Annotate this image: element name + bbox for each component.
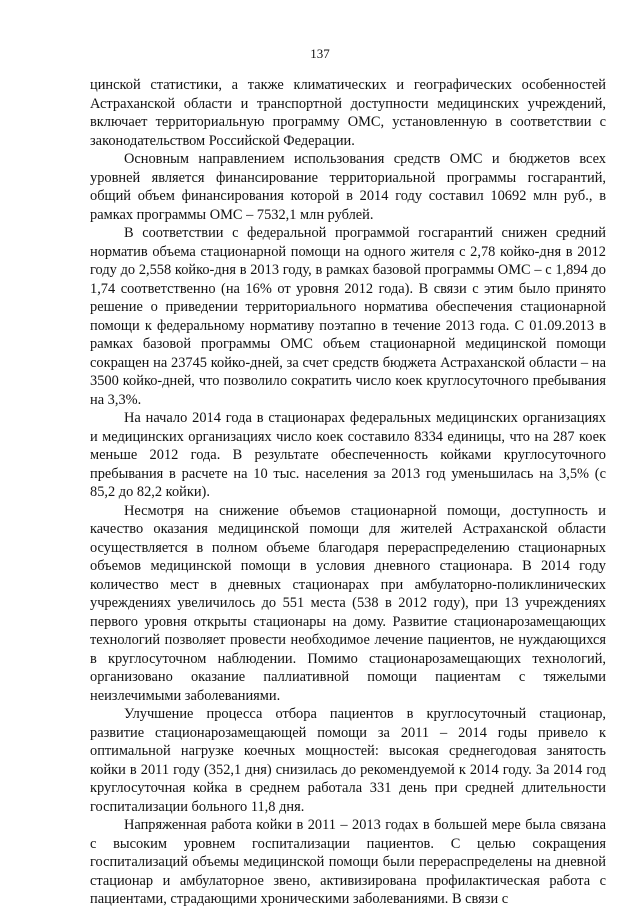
paragraph-financing: Основным направлением использования средств ОМС и бюджетов всех уровней является финансирование территориальной программы госгарантий, общий объем финансирования которой в 2014 году составил 10692 млн руб., в рамках программы ОМС – 7532,1 млн рублей. xyxy=(90,151,606,223)
paragraph-bed-count: На начало 2014 года в стационарах федеральных медицинских организациях и медицинских организациях число коек составило 8334 единицы, что на 287 коек меньше 2012 года. В результате обеспеченность койками круглосуточного пребывания в расчете на 10 тыс. населения за 2013 год уменьшилась на 3,5% (с 85,2 до 82,2 койки). xyxy=(90,410,606,500)
body-text xyxy=(90,76,606,909)
paragraph-day-hospital: Несмотря на снижение объемов стационарной помощи, доступность и качество оказания медицинской помощи для жителей Астраханской области осуществляется в полном объеме благодаря перераспределению стационарных объемов медицинской помощи в условия дневного стационара. В 2014 году количество мест в дневных стационарах при амбулаторно-поликлинических учреждениях увеличилось до 551 места (538 в 2012 году), при 13 учреждениях первого уровня открыты стационары на дому. Развитие стационарозамещающих технологий позволяет провести необходимое лечение пациентов, не нуждающихся в круглосуточном наблюдении. Помимо стационарозамещающих технологий, организовано оказание паллиативной помощи пациентам с тяжелыми неизлечимыми заболеваниями. xyxy=(90,502,606,704)
page-number: 137 xyxy=(310,46,330,61)
paragraph-hospitalization: Напряженная работа койки в 2011 – 2013 годах в большей мере была связана с высоким уровнем госпитализации пациентов. С целью сокращения госпитализаций объемы медицинской помощи были перераспределены на дневной стационар и амбулаторное звено, активизирована профилактическая работа с пациентами, страдающими хроническими заболеваниями. В связи с xyxy=(90,817,606,907)
paragraph-continuation: цинской статистики, а также климатических и географических особенностей Астраханской области и транспортной доступности медицинских учреждений, включает территориальную программу ОМС, установленную в соответствии с законодательством Российской Федерации. xyxy=(90,77,606,149)
paragraph-norm-reduction: В соответствии с федеральной программой госгарантий снижен средний норматив объема стационарной помощи на одного жителя с 2,78 койко-дня в 2012 году до 2,558 койко-дня в 2013 году, в рамках базовой программы ОМС – с 1,894 до 1,74 соответственно (на 16% от уровня 2012 года). В связи с этим было принято решение о приведении территориального норматива обеспечения стационарной помощи к федеральному нормативу поэтапно в течение 2013 года. С 01.09.2013 в рамках базовой программы ОМС объем стационарной медицинской помощи сокращен на 23745 койко-дней, за счет средств бюджета Астраханской области – на 3500 койко-дней, что позволило сократить число коек круглосуточного пребывания на 3,3%. xyxy=(90,225,606,408)
paragraph-bed-occupancy: Улучшение процесса отбора пациентов в круглосуточный стационар, развитие стационарозамещающей помощи за 2011 – 2014 годы привело к оптимальной нагрузке коечных мощностей: высокая среднегодовая занятость койки в 2011 году (352,1 дня) снизилась до рекомендуемой к 2014 году. За 2014 год круглосуточная койка в среднем работала 331 день при средней длительности госпитализации больного 11,8 дня. xyxy=(90,706,606,815)
